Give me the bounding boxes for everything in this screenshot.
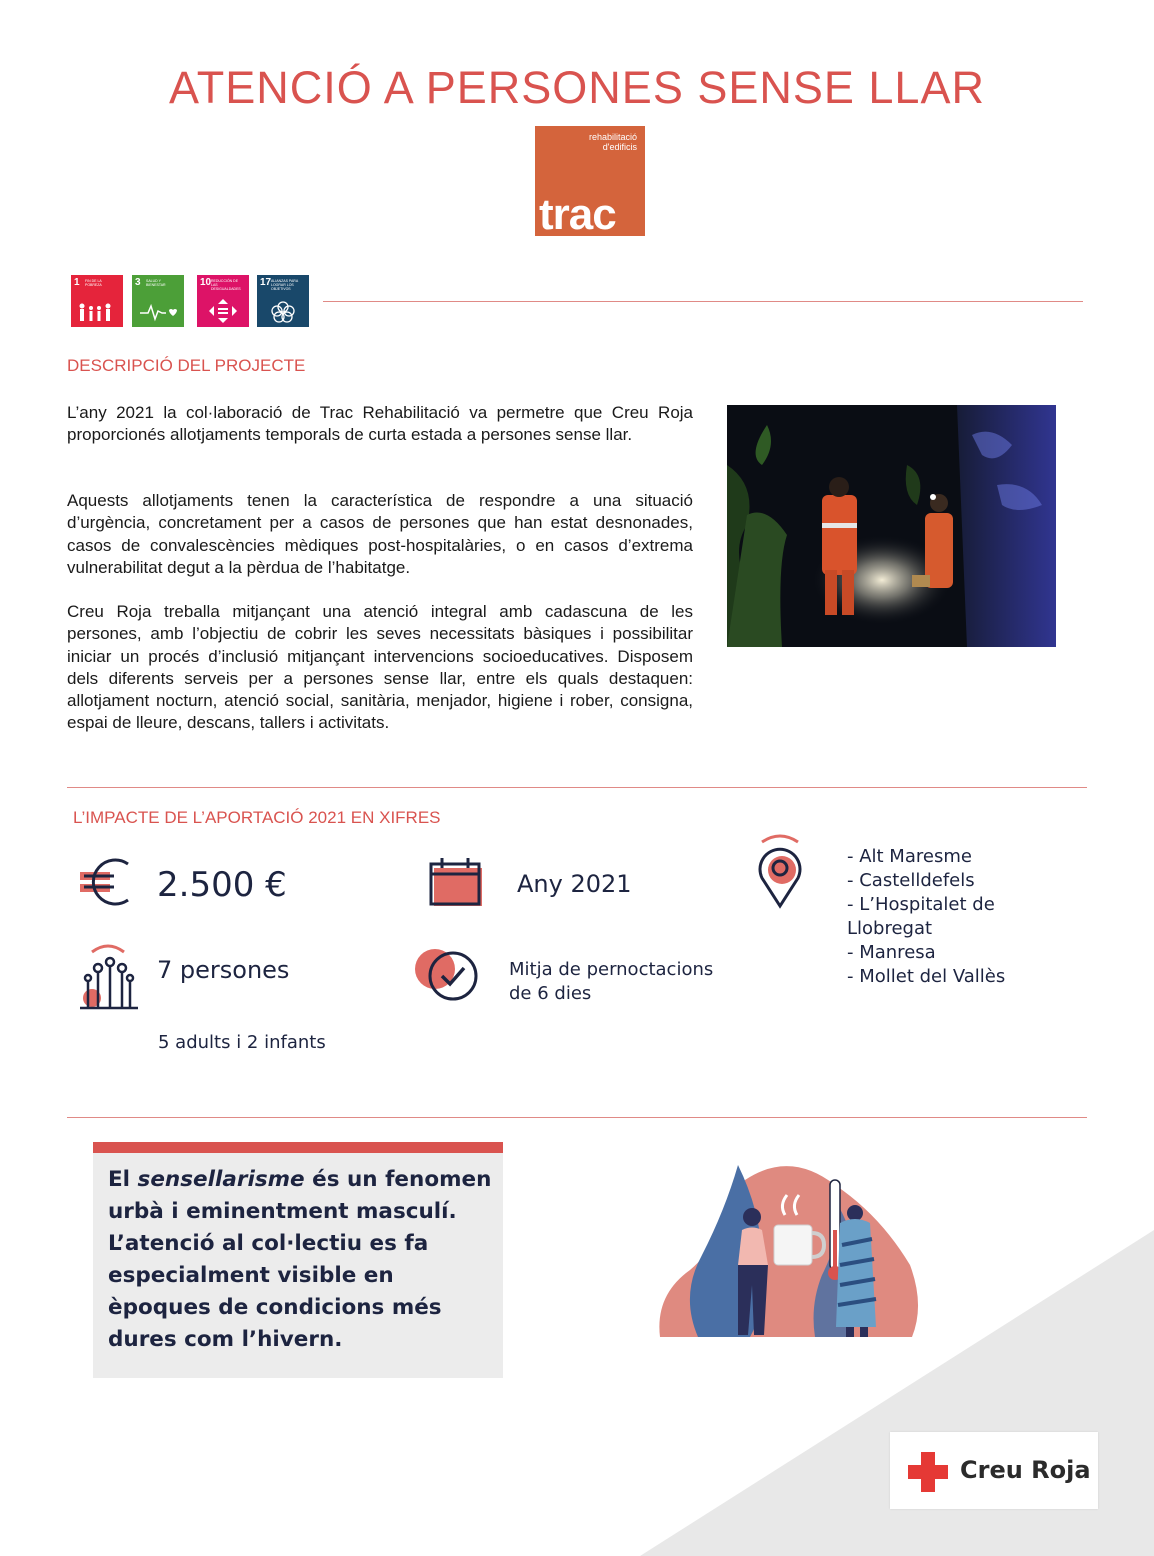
location-pin-icon — [752, 832, 808, 910]
divider — [323, 301, 1083, 302]
divider — [67, 1117, 1087, 1118]
sdg-badge-10 — [197, 275, 249, 327]
location-item: - L’Hospitalet de — [847, 894, 995, 915]
location-item: - Castelldefels — [847, 870, 975, 891]
description-paragraph-1: L’any 2021 la col·laboració de Trac Rehabilitació va permetre que Creu Roja proporcionés allotjaments temporals de curta estada a persones sense llar. — [67, 403, 693, 445]
stay-line-1: Mitja de pernoctacions — [509, 959, 714, 980]
quote-part-1: El — [108, 1167, 138, 1192]
stay-line-2: de 6 dies — [509, 983, 592, 1004]
sdg-badge-1 — [71, 275, 123, 327]
sdg-number: 17 — [260, 277, 272, 288]
year-value: Any 2021 — [517, 870, 632, 898]
people-value: 7 persones — [157, 956, 290, 984]
description-heading: DESCRIPCIÓ DEL PROJECTE — [67, 356, 306, 375]
sdg-label: SALUD Y BIENESTAR — [146, 279, 166, 287]
sdg-number: 10 — [200, 277, 212, 288]
quote-accent-bar — [93, 1142, 503, 1153]
amount-value: 2.500 € — [157, 865, 287, 905]
description-paragraph-3: Creu Roja treballa mitjançant una atenció integral amb cadascuna de les persones, amb l’objectiu de cobrir les seves necessitats bàsiques i possibilitar iniciar un procés d’inclusió mitjançant intervencions socioeducatives. Disposem dels diferents serveis per a persones sense llar, entre els quals destaquen: allotjament nocturn, atenció social, sanitària, menjador, higiene i rober, consigna, espai de lleure, descans, tallers i activitats. — [67, 602, 693, 733]
trac-logo-name: trac — [539, 190, 616, 239]
quote-part-2: és un fenomen urbà i eminentment masculí. L’atenció al col·lectiu es fa especialment visible en èpoques de condicions més dures com l’hivern. — [108, 1167, 492, 1352]
equality-icon — [203, 299, 243, 323]
trac-subtitle-line2: d'edificis — [602, 142, 637, 152]
heartbeat-icon — [138, 301, 178, 323]
euro-icon — [80, 856, 136, 908]
sdg-label: ALIANZAS PARA LOGRAR LOS OBJETIVOS — [271, 279, 298, 291]
location-list — [847, 845, 1067, 989]
sdg-label: FIN DE LA POBREZA — [85, 279, 102, 287]
location-item: - Alt Maresme — [847, 846, 972, 867]
people-icon — [76, 942, 140, 1012]
location-item: Llobregat — [847, 918, 933, 939]
sdg-label: REDUCCIÓN DE LAS DESIGUALDADES — [211, 279, 241, 291]
sdg-number: 1 — [74, 277, 80, 288]
quote-text — [108, 1164, 493, 1356]
sdg-badge-17 — [257, 275, 309, 327]
stay-average — [509, 958, 713, 1006]
sdg-number: 3 — [135, 277, 141, 288]
people-detail: 5 adults i 2 infants — [158, 1032, 326, 1053]
night-outreach-photo — [727, 405, 1056, 647]
flower-icon — [263, 299, 303, 323]
location-item: - Manresa — [847, 942, 936, 963]
calendar-icon — [428, 856, 486, 910]
divider — [67, 787, 1087, 788]
trac-logo — [535, 126, 645, 239]
quote-italic: sensellarisme — [137, 1167, 305, 1192]
trac-subtitle-line1: rehabilitació — [588, 132, 637, 142]
winter-illustration — [650, 1155, 925, 1345]
trac-logo-subtitle — [589, 132, 637, 152]
location-item: - Mollet del Vallès — [847, 966, 1006, 987]
creu-roja-logo — [890, 1432, 1098, 1509]
red-cross-icon — [908, 1452, 948, 1492]
creu-roja-name: Creu Roja — [960, 1456, 1091, 1484]
family-icon — [77, 301, 117, 323]
sdg-badge-3 — [132, 275, 184, 327]
impact-heading: L’IMPACTE DE L’APORTACIÓ 2021 EN XIFRES — [73, 808, 441, 827]
checkmark-icon — [413, 943, 481, 1003]
description-paragraph-2: Aquests allotjaments tenen la característica de respondre a una situació d’urgència, concretament per a casos de persones que han estat desnonades, casos de convalescències mèdiques post-hospitalàries, o en casos d’extrema vulnerabilitat degut a la pèrdua de l’habitatge. — [67, 491, 693, 577]
page-title: ATENCIÓ A PERSONES SENSE LLAR — [169, 62, 985, 113]
